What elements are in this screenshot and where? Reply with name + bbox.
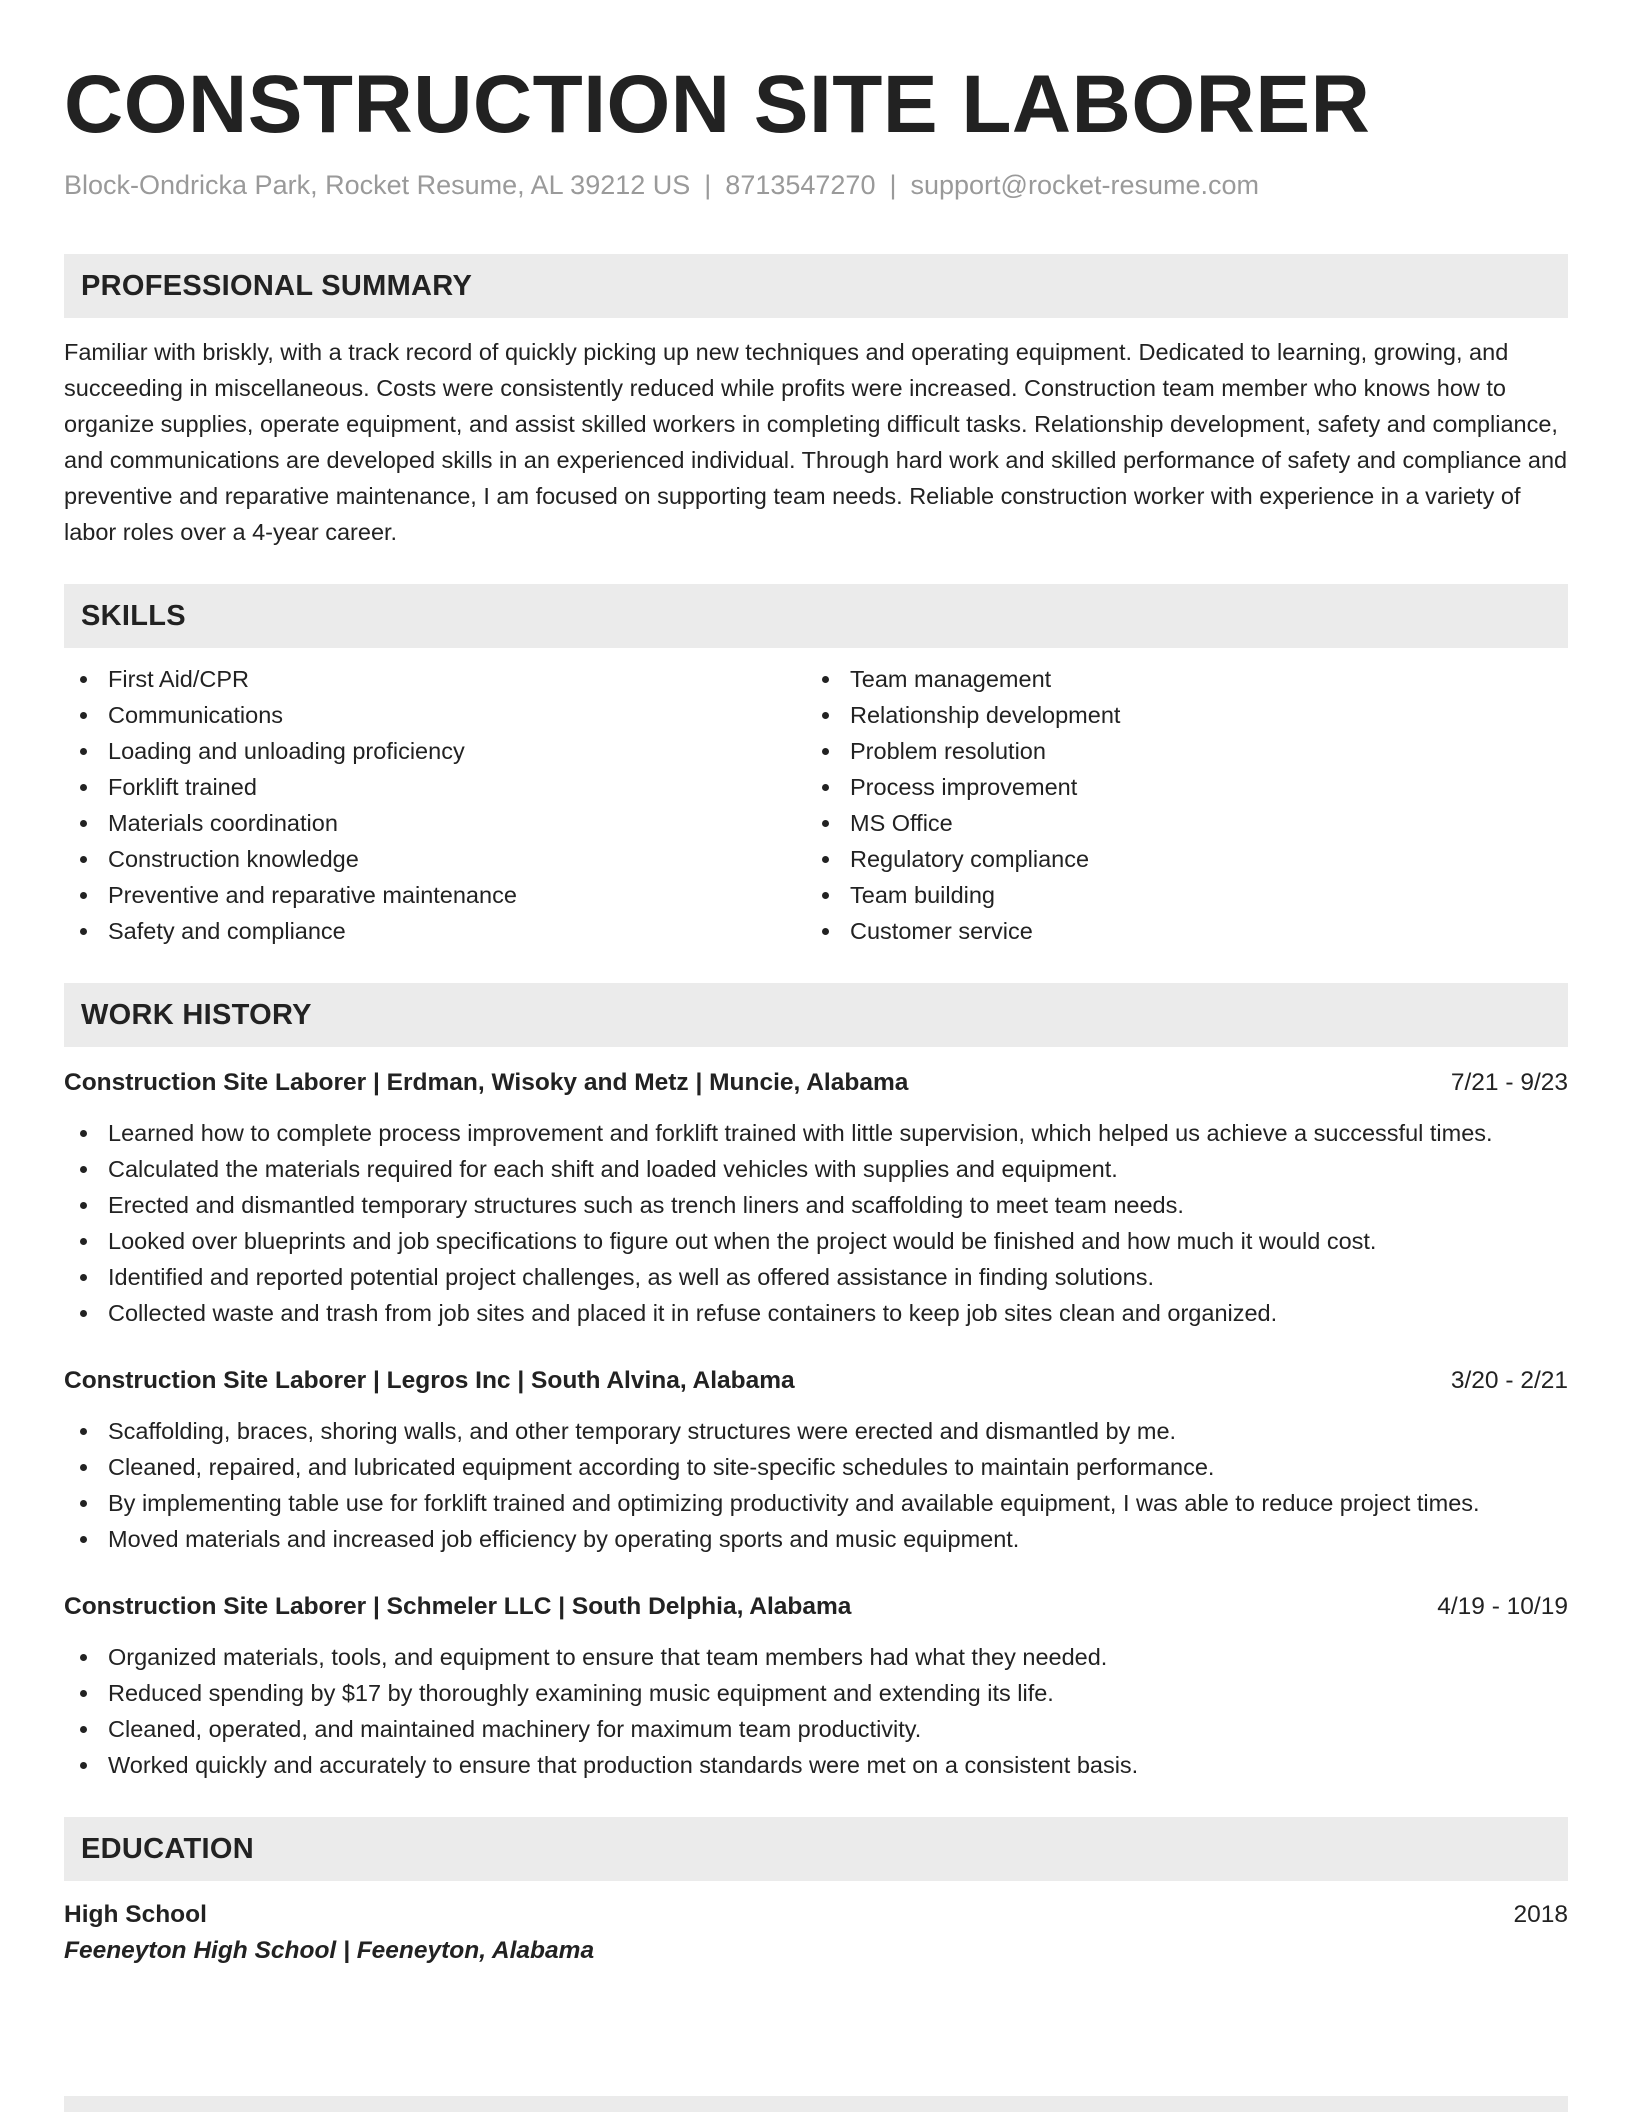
job-bullet-list bbox=[64, 1413, 1568, 1557]
candidate-name: CONSTRUCTION SITE LABORER bbox=[64, 59, 1371, 150]
job-bullet-list bbox=[64, 1115, 1568, 1331]
skill-item: Safety and compliance bbox=[64, 913, 806, 949]
job-bullet-list bbox=[64, 1639, 1568, 1783]
skills-column-right bbox=[806, 661, 1548, 949]
contact-separator: | bbox=[889, 170, 897, 200]
education-school: Feeneyton High School | Feeneyton, Alabama bbox=[64, 1937, 595, 1964]
skill-item: Forklift trained bbox=[64, 769, 806, 805]
job-entry bbox=[64, 1363, 1568, 1557]
job-bullet: Worked quickly and accurately to ensure that production standards were met on a consistent basis. bbox=[64, 1747, 1568, 1783]
job-bullet: Cleaned, repaired, and lubricated equipment according to site-specific schedules to maintain performance. bbox=[64, 1449, 1568, 1485]
skill-item: Team building bbox=[806, 877, 1548, 913]
skill-item: Relationship development bbox=[806, 697, 1548, 733]
skill-item: Process improvement bbox=[806, 769, 1548, 805]
job-dates: 7/21 - 9/23 bbox=[1450, 1069, 1568, 1096]
job-bullet: Looked over blueprints and job specifications to figure out when the project would be finished and how much it would cost. bbox=[64, 1223, 1568, 1259]
section-header-skills: SKILLS bbox=[64, 584, 1568, 648]
summary-paragraph: Familiar with briskly, with a track record of quickly picking up new techniques and operating equipment. Dedicated to learning, growing, and succeeding in miscellaneous. Costs were consistently reduced while profits were increased. Construction team member who knows how to organize supplies, operate equipment, and assist skilled workers in completing difficult tasks. Relationship development, safety and compliance, and communications are developed skills in an experienced individual. Through hard work and skilled performance of safety and compliance and preventive and reparative maintenance, I am focused on supporting team needs. Reliable construction worker with experience in a variety of labor roles over a 4-year career. bbox=[64, 339, 1568, 545]
contact-line bbox=[64, 168, 1568, 202]
job-entry bbox=[64, 1589, 1568, 1783]
job-dates: 4/19 - 10/19 bbox=[1437, 1593, 1568, 1620]
job-bullet: Learned how to complete process improvement and forklift trained with little supervision, which helped us achieve a successful times. bbox=[64, 1115, 1568, 1151]
section-header-education: EDUCATION bbox=[64, 1817, 1568, 1881]
contact-separator: | bbox=[704, 170, 712, 200]
job-bullet: Erected and dismantled temporary structures such as trench liners and scaffolding to meet team needs. bbox=[64, 1187, 1568, 1223]
job-bullet: By implementing table use for forklift trained and optimizing productivity and available equipment, I was able to reduce project times. bbox=[64, 1485, 1568, 1521]
job-title: Construction Site Laborer | Legros Inc | South Alvina, Alabama bbox=[64, 1367, 795, 1394]
job-title: Construction Site Laborer | Schmeler LLC | South Delphia, Alabama bbox=[64, 1593, 852, 1620]
skill-item: Construction knowledge bbox=[64, 841, 806, 877]
job-bullet: Identified and reported potential project challenges, as well as offered assistance in finding solutions. bbox=[64, 1259, 1568, 1295]
contact-email: support@rocket-resume.com bbox=[910, 170, 1260, 200]
contact-address: Block-Ondricka Park, Rocket Resume, AL 39212 US bbox=[64, 170, 691, 200]
skill-item: Communications bbox=[64, 697, 806, 733]
skill-item: Customer service bbox=[806, 913, 1548, 949]
contact-phone: 8713547270 bbox=[725, 170, 876, 200]
skill-item: MS Office bbox=[806, 805, 1548, 841]
education-year: 2018 bbox=[1513, 1901, 1568, 1928]
skill-item: Regulatory compliance bbox=[806, 841, 1548, 877]
job-bullet: Moved materials and increased job efficiency by operating sports and music equipment. bbox=[64, 1521, 1568, 1557]
skills-column-left bbox=[64, 661, 806, 949]
job-bullet: Organized materials, tools, and equipment to ensure that team members had what they needed. bbox=[64, 1639, 1568, 1675]
job-title-row bbox=[64, 1589, 1568, 1625]
education-row bbox=[64, 1897, 1568, 1933]
section-header-professional-summary: PROFESSIONAL SUMMARY bbox=[64, 254, 1568, 318]
skill-item: First Aid/CPR bbox=[64, 661, 806, 697]
job-bullet: Collected waste and trash from job sites and placed it in refuse containers to keep job sites clean and organized. bbox=[64, 1295, 1568, 1331]
next-section-header-band bbox=[64, 2096, 1568, 2112]
job-entry bbox=[64, 1065, 1568, 1331]
job-dates: 3/20 - 2/21 bbox=[1450, 1367, 1568, 1394]
skills-grid bbox=[64, 661, 1568, 949]
job-bullet: Reduced spending by $17 by thoroughly examining music equipment and extending its life. bbox=[64, 1675, 1568, 1711]
skill-item: Preventive and reparative maintenance bbox=[64, 877, 806, 913]
job-title-row bbox=[64, 1065, 1568, 1101]
education-degree: High School bbox=[64, 1901, 207, 1928]
job-bullet: Cleaned, operated, and maintained machinery for maximum team productivity. bbox=[64, 1711, 1568, 1747]
skill-item: Loading and unloading proficiency bbox=[64, 733, 806, 769]
skill-item: Team management bbox=[806, 661, 1548, 697]
job-bullet: Calculated the materials required for each shift and loaded vehicles with supplies and equipment. bbox=[64, 1151, 1568, 1187]
skill-item: Problem resolution bbox=[806, 733, 1548, 769]
skill-item: Materials coordination bbox=[64, 805, 806, 841]
job-title: Construction Site Laborer | Erdman, Wisoky and Metz | Muncie, Alabama bbox=[64, 1069, 909, 1096]
section-header-work-history: WORK HISTORY bbox=[64, 983, 1568, 1047]
job-title-row bbox=[64, 1363, 1568, 1399]
job-bullet: Scaffolding, braces, shoring walls, and other temporary structures were erected and dismantled by me. bbox=[64, 1413, 1568, 1449]
